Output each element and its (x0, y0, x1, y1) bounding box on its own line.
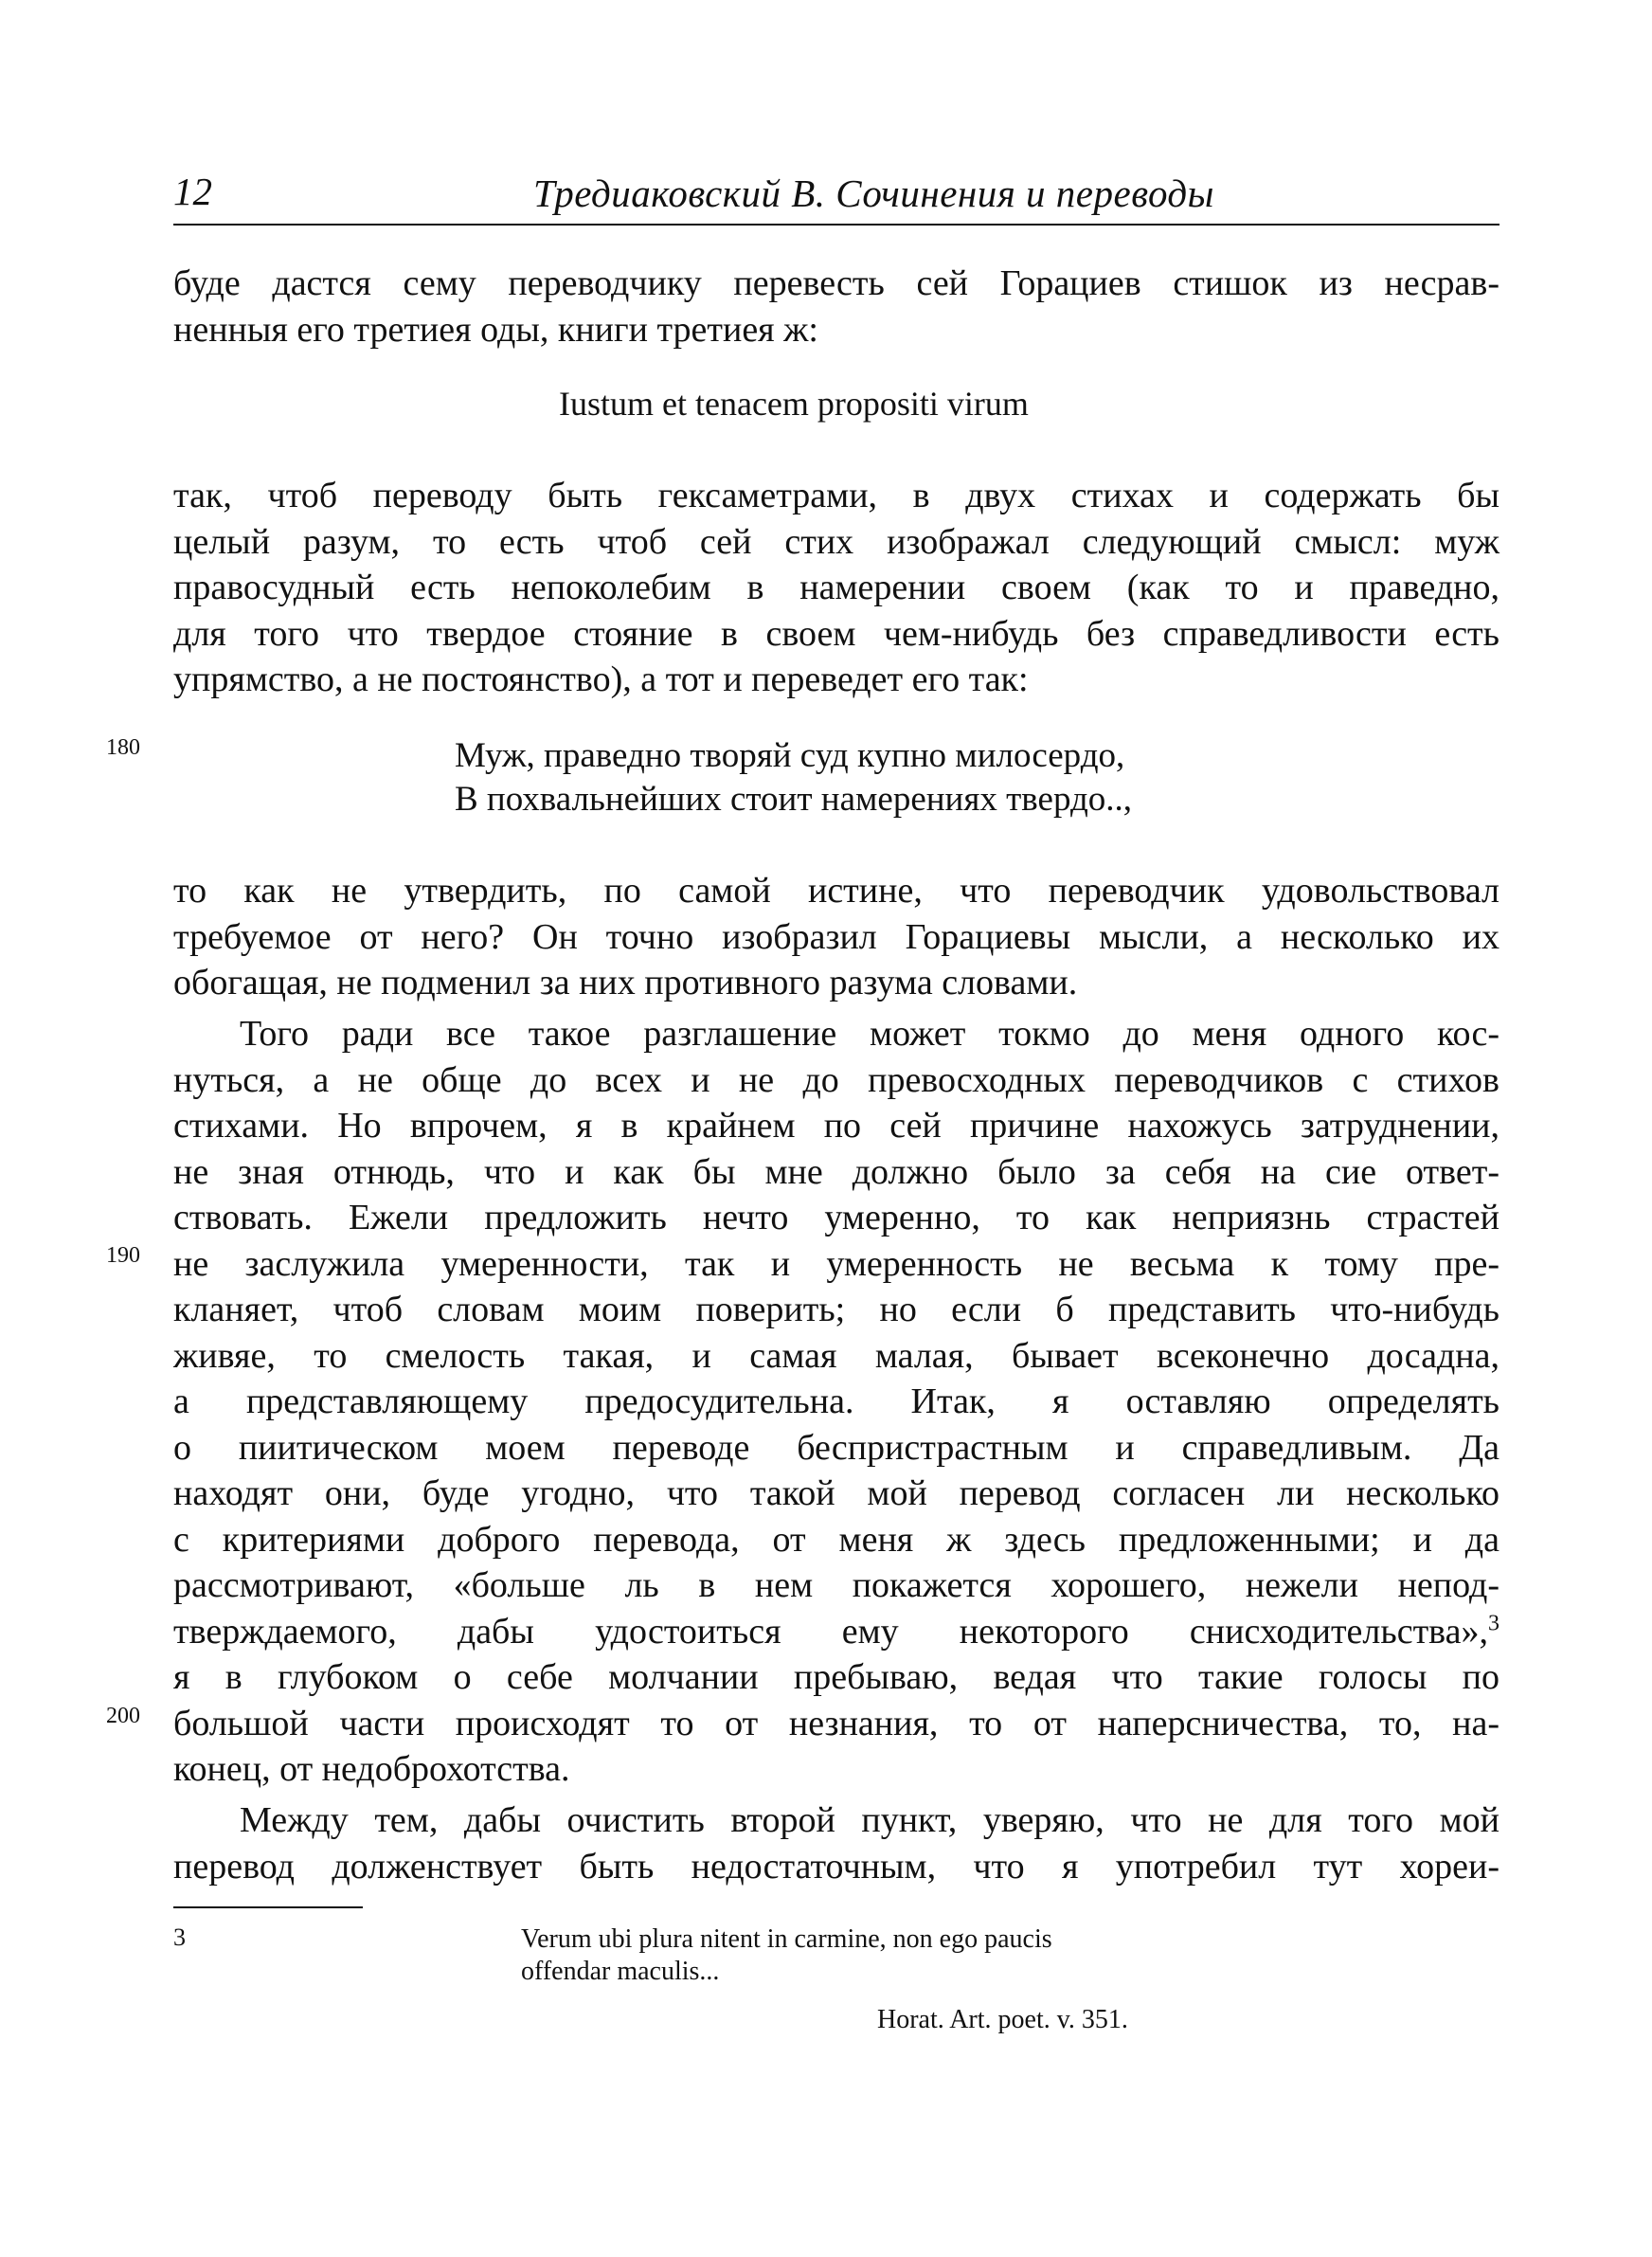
text-line: кланяет, чтоб словам моим поверить; но если б представить что-нибудь (173, 1290, 1499, 1329)
footnote-verse-line: Verum ubi plura nitent in carmine, non ego paucis (521, 1924, 1052, 1954)
verse-line: В похвальнейших стоит намерениях твердо.., (455, 780, 1133, 819)
text-line: то как не утвердить, по самой истине, что переводчик удовольствовал (173, 871, 1499, 911)
text-line: упрямство, а не постоянство), а тот и переведет его так: (173, 659, 1029, 699)
text-line: ненныя его третиея оды, книги третиея ж: (173, 309, 818, 350)
text-line-content: тверждаемого, дабы удостоиться ему некоторого снисходительства», (173, 1611, 1488, 1652)
verse-quote (455, 734, 1132, 822)
text-line: перевод долженствует быть недостаточным, что я употребил тут хореи- (173, 1846, 1499, 1887)
text-line: конец, от недоброхотства. (173, 1749, 570, 1789)
header-rule (173, 224, 1499, 226)
paragraph-2 (173, 473, 1499, 703)
text-line: о пиитическом моем переводе беспристрастным и справедливым. Да (173, 1427, 1499, 1468)
text-line: правосудный есть непоколебим в намерении своем (как то и праведно, (173, 568, 1499, 607)
running-header (173, 169, 1499, 226)
page-number: 12 (173, 170, 212, 213)
text-line: большой части происходят то от незнания, то от наперсничества, то, на- (173, 1703, 1499, 1743)
text-line: рассмотривают, «больше ль в нем покажется хорошего, нежели непод- (173, 1565, 1499, 1605)
text-line: не заслужила умеренности, так и умеренность не весьма к тому пре- (173, 1243, 1499, 1284)
text-line: живяе, то смелость такая, и самая малая, бывает всеконечно досадна, (173, 1335, 1499, 1376)
footnote-verse-line: offendar maculis... (521, 1957, 720, 1986)
verse-line: Муж, праведно творяй суд купно милосердо, (455, 736, 1125, 775)
line-number-200: 200 (106, 1704, 140, 1728)
paragraph-5 (173, 1797, 1499, 1889)
text-line: я в глубоком о себе молчании пребываю, ведая что такие голосы по (173, 1657, 1499, 1697)
paragraph-1 (173, 261, 1499, 352)
footnote-reference[interactable]: 3 (1488, 1610, 1499, 1635)
text-line: нуться, а не обще до всех и не до превосходных переводчиков с стихов (173, 1059, 1499, 1100)
footnote-source: Horat. Art. poet. v. 351. (877, 2005, 1128, 2034)
footnote-rule (173, 1906, 363, 1908)
text-line: целый разум, то есть чтоб сей стих изображал следующий смысл: муж (173, 521, 1499, 562)
running-title: Тредиаковский В. Сочинения и переводы (533, 172, 1214, 215)
footnote-verse (521, 1923, 1052, 1988)
latin-quote: Iustum et tenacem propositi virum (559, 385, 1029, 423)
text-line: для того что твердое стояние в своем чем-нибудь без справедливости есть (173, 613, 1499, 654)
paragraph-4 (173, 1011, 1499, 1793)
text-line: ствовать. Ежели предложить нечто умеренно, то как неприязнь страстей (173, 1198, 1499, 1237)
paragraph-3 (173, 868, 1499, 1006)
line-number-190: 190 (106, 1243, 140, 1268)
text-line: а представляющему предосудительна. Итак, я оставляю определять (173, 1381, 1499, 1421)
text-line: буде дастся сему переводчику перевесть сей Горациев стишок из несрав- (173, 263, 1499, 303)
text-line: требуемое от него? Он точно изобразил Горациевы мысли, а несколько их (173, 916, 1499, 957)
line-number-180: 180 (106, 735, 140, 760)
text-line: так, чтоб переводу быть гексаметрами, в двух стихах и содержать бы (173, 476, 1499, 515)
text-line: обогащая, не подменил за них противного разума словами. (173, 963, 1078, 1002)
text-line: находят они, буде угодно, что такой мой перевод согласен ли несколько (173, 1473, 1499, 1513)
text-line: Того ради все такое разглашение может токмо до меня одного кос- (240, 1014, 1499, 1054)
footnote-mark: 3 (173, 1923, 186, 1951)
text-line: стихами. Но впрочем, я в крайнем по сей причине нахожусь затруднении, (173, 1106, 1499, 1146)
text-line: с критериями доброго перевода, от меня ж здесь предложенными; и да (173, 1519, 1499, 1560)
text-line (173, 1609, 1499, 1655)
text-line: Между тем, дабы очистить второй пункт, уверяю, что не для того мой (240, 1800, 1499, 1840)
text-line: не зная отнюдь, что и как бы мне должно было за себя на сие ответ- (173, 1151, 1499, 1192)
